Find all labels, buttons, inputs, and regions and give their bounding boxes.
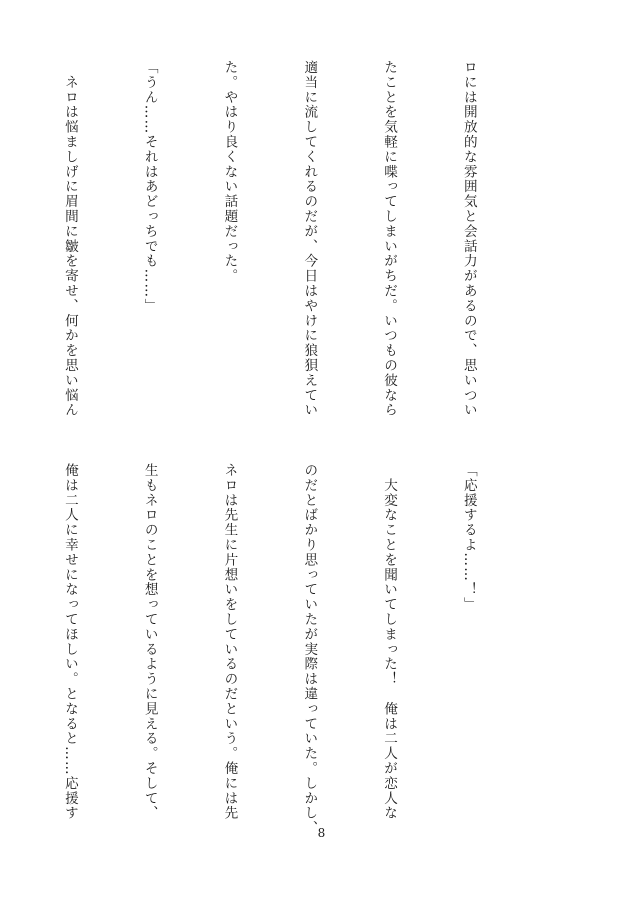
- page-number: 8: [317, 826, 326, 840]
- text-line: [0, 60, 3, 400]
- text-line: 「うん……それはあどっちでも……」: [141, 60, 158, 314]
- text-line: ネロは先生に片想いをしているのだという。俺には先: [221, 463, 238, 821]
- text-line: た。やはり良くない話題だった。: [221, 60, 238, 284]
- text-line: 「応援するよ……！」: [460, 463, 477, 612]
- text-line: ネロは悩ましげに眉間に皺を寄せ、何かを思い悩ん: [61, 60, 78, 418]
- text-column-bottom: [61, 463, 535, 836]
- text-line: ロには開放的な雰囲気と会話力があるので、思いつい: [460, 60, 477, 418]
- text-column-top: [61, 60, 535, 418]
- text-line: のだとばかり思っていたが実際は違っていた。しかし、: [301, 463, 318, 836]
- text-line: 生もネロのことを想っているように見える。そして、: [141, 463, 158, 821]
- text-line: [0, 463, 3, 803]
- text-line: 俺は二人に幸せになってほしい。となると……応援す: [61, 463, 78, 821]
- text-line: 大変なことを聞いてしまった！ 俺は二人が恋人な: [381, 463, 398, 821]
- text-line: 適当に流してくれるのだが、今日はやけに狼狽えてい: [301, 60, 318, 418]
- text-line: たことを気軽に喋ってしまいがちだ。いつもの彼なら: [381, 60, 398, 418]
